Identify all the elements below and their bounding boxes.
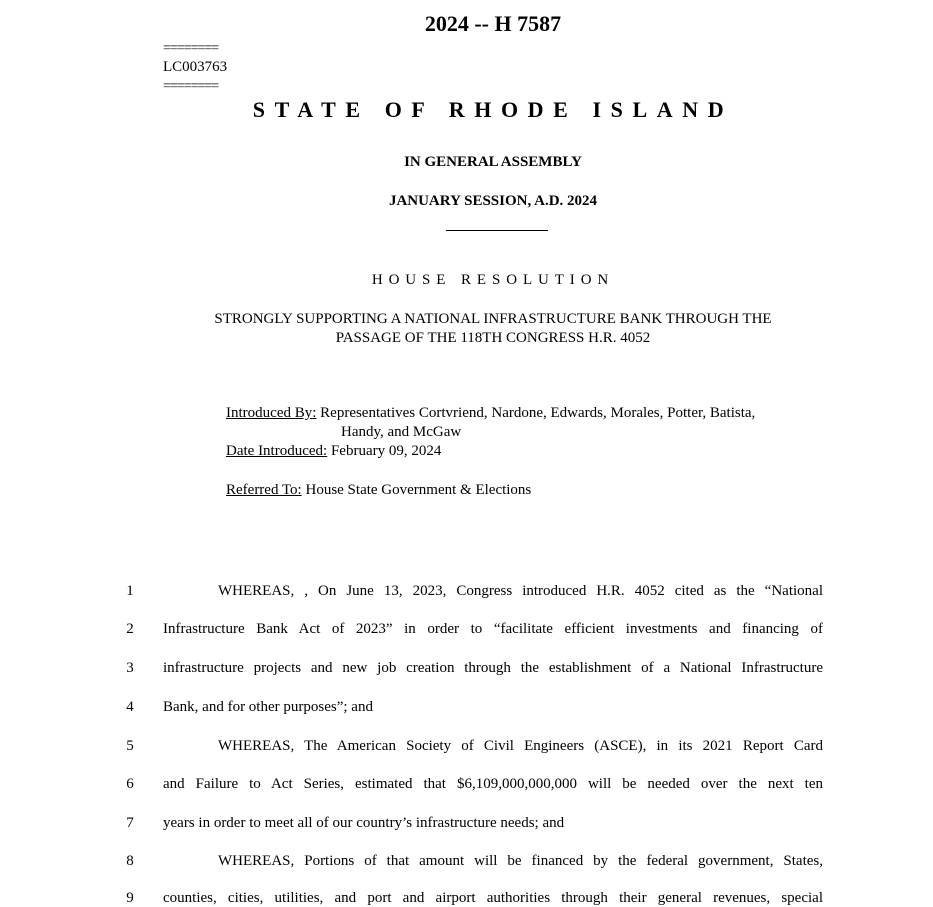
body-line: WHEREAS, Portions of that amount will be financed by the federal government, States, (218, 853, 823, 869)
session-heading: JANUARY SESSION, A.D. 2024 (388, 193, 598, 209)
introduced-by-label: Introduced By: (226, 405, 317, 421)
lc-number: LC003763 (163, 59, 228, 75)
line-number: 1 (126, 583, 134, 599)
date-introduced-label: Date Introduced: (226, 443, 328, 459)
resolution-type: HOUSE RESOLUTION (371, 272, 615, 288)
body-line: Infrastructure Bank Act of 2023” in order to “facilitate efficient investments and financing of (163, 621, 823, 637)
heading-rule (446, 230, 548, 231)
assembly-heading: IN GENERAL ASSEMBLY (404, 154, 582, 170)
body-line: Bank, and for other purposes”; and (163, 699, 373, 715)
date-introduced-value: February 09, 2024 (330, 443, 442, 459)
referred-to-value: House State Government & Elections (305, 482, 532, 498)
resolution-title-line-1: STRONGLY SUPPORTING A NATIONAL INFRASTRUCTURE BANK THROUGH THE (214, 311, 772, 327)
bill-number: 2024 -- H 7587 (424, 11, 562, 36)
line-number: 3 (126, 660, 134, 676)
state-heading: STATE OF RHODE ISLAND (252, 97, 734, 122)
body-line: WHEREAS, The American Society of Civil Engineers (ASCE), in its 2021 Report Card (218, 738, 823, 754)
line-number: 8 (126, 853, 134, 869)
body-line: WHEREAS, , On June 13, 2023, Congress introduced H.R. 4052 cited as the “National (218, 583, 823, 599)
line-number: 7 (126, 815, 134, 831)
body-line: counties, cities, utilities, and port and airport authorities through their general revenues, special (163, 890, 823, 906)
body-line: infrastructure projects and new job creation through the establishment of a National Infrastructure (163, 660, 823, 676)
resolution-title-line-2: PASSAGE OF THE 118TH CONGRESS H.R. 4052 (335, 330, 651, 346)
line-number: 4 (126, 699, 134, 715)
line-number: 6 (126, 776, 134, 792)
separator-bottom: ======== (163, 79, 219, 94)
introduced-by (226, 404, 755, 423)
body-line: and Failure to Act Series, estimated that $6,109,000,000,000 will be needed over the next ten (163, 776, 823, 792)
date-introduced (226, 442, 441, 461)
referred-to-label: Referred To: (226, 482, 302, 498)
resolution-title (0, 310, 933, 348)
line-number: 2 (126, 621, 134, 637)
separator-top: ======== (163, 41, 219, 56)
line-number: 9 (126, 890, 134, 906)
body-line: years in order to meet all of our country’s infrastructure needs; and (163, 815, 565, 831)
line-number: 5 (126, 738, 134, 754)
referred-to (226, 481, 531, 500)
introduced-by-continuation: Handy, and McGaw (341, 424, 462, 440)
introduced-by-value: Representatives Cortvriend, Nardone, Edwards, Morales, Potter, Batista, (320, 405, 756, 421)
